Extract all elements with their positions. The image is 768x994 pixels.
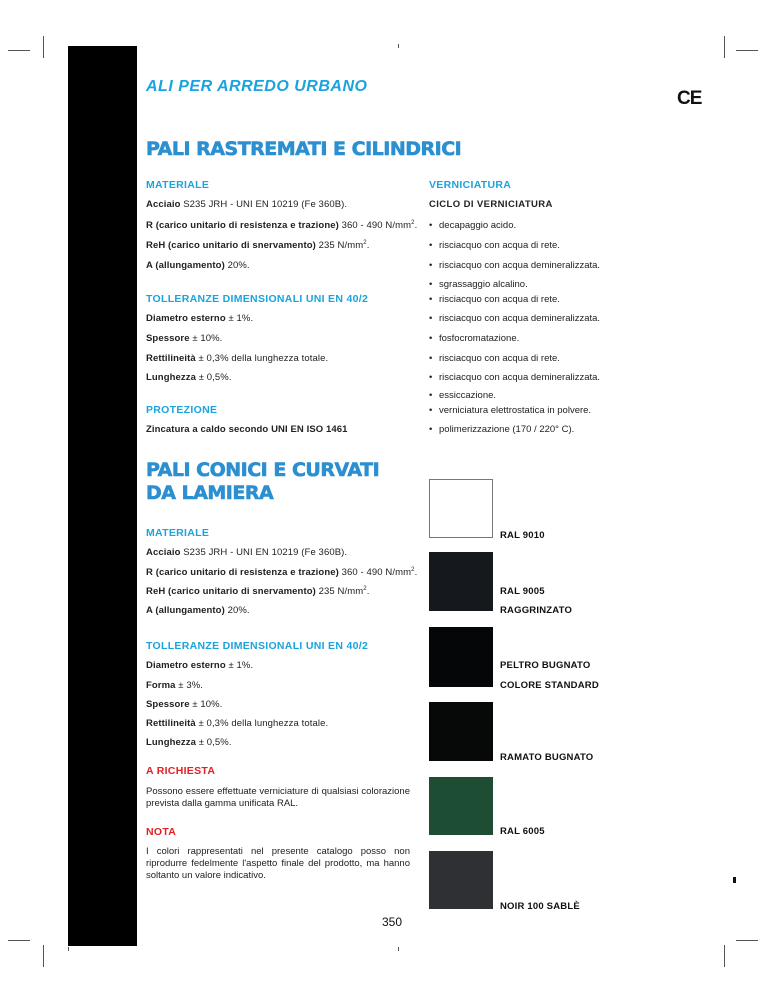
richiesta-heading: A RICHIESTA: [146, 765, 216, 777]
swatch-peltro-bugnato: [429, 627, 493, 687]
verniciatura-item: • decapaggio acido.: [429, 220, 517, 231]
ce-mark-icon: CE: [677, 88, 702, 109]
page-header-title: ALI PER ARREDO URBANO: [146, 78, 368, 95]
swatch-label: NOIR 100 SABLÈ: [500, 901, 580, 912]
s2-materiale-line: ReH (carico unitario di snervamento) 235 $N/mm^2$.: [146, 586, 370, 598]
s1-tolleranze-heading: TOLLERANZE DIMENSIONALI UNI EN 40/2: [146, 293, 369, 305]
verniciatura-item: • essiccazione.: [429, 390, 497, 401]
swatch-ral-9005: [429, 552, 493, 611]
swatch-label: RAL 9010: [500, 530, 545, 541]
swatch-label: RAL 9005: [500, 586, 545, 597]
verniciatura-item: • risciacquo con acqua di rete.: [429, 294, 560, 305]
swatch-label: COLORE STANDARD: [500, 680, 599, 691]
swatch-label: RAMATO BUGNATO: [500, 752, 594, 763]
s2-tolleranze-heading: TOLLERANZE DIMENSIONALI UNI EN 40/2: [146, 640, 369, 652]
swatch-label: RAL 6005: [500, 826, 545, 837]
s1-protezione-line: Zincatura a caldo secondo UNI EN ISO 1461: [146, 424, 348, 435]
s1-materiale-line: ReH (carico unitario di snervamento) 235 $N/mm^2$.: [146, 240, 370, 252]
verniciatura-item: • verniciatura elettrostatica in polvere.: [429, 405, 592, 416]
registration-mark: [733, 877, 736, 883]
swatch-ral-6005: [429, 777, 493, 835]
s1-materiale-heading: MATERIALE: [146, 179, 210, 191]
page-number: 350: [382, 915, 403, 929]
s1-protezione-heading: PROTEZIONE: [146, 404, 218, 416]
s1-tolleranze-line: Spessore ± 10%.: [146, 333, 223, 344]
swatch-noir-100-sable: [429, 851, 493, 909]
verniciatura-item: • risciacquo con acqua di rete.: [429, 240, 560, 251]
ciclo-heading: CICLO DI VERNICIATURA: [429, 199, 553, 210]
s2-materiale-line: A (allungamento) 20%.: [146, 605, 250, 616]
s2-materiale-heading: MATERIALE: [146, 527, 210, 539]
section2-title: PALI CONICI E CURVATI DA LAMIERA: [146, 459, 380, 504]
section1-title: PALI RASTREMATI E CILINDRICI: [146, 138, 462, 160]
swatch-label: RAGGRINZATO: [500, 605, 573, 616]
verniciatura-item: • fosfocromatazione.: [429, 333, 520, 344]
s1-materiale-line: A (allungamento) 20%.: [146, 260, 250, 271]
verniciatura-item: • polimerizzazione (170 / 220° C).: [429, 424, 575, 435]
nota-text: I colori rappresentati nel presente catalogo posso non riprodurre fedelmente l'aspetto finale del prodotto, ma hanno soltanto un valore indicativo.: [146, 846, 410, 881]
swatch-ral-9010: [429, 479, 493, 538]
verniciatura-item: • risciacquo con acqua demineralizzata.: [429, 372, 601, 383]
richiesta-text: Possono essere effettuate verniciature di qualsiasi colorazione prevista dalla gamma unificata RAL.: [146, 786, 410, 809]
s2-materiale-line: R (carico unitario di resistenza e trazione) 360 - 490 $N/mm^2$.: [146, 567, 418, 579]
sidebar-bar: [68, 46, 137, 946]
verniciatura-item: • sgrassaggio alcalino.: [429, 279, 528, 290]
s2-tolleranze-line: Spessore ± 10%.: [146, 699, 223, 710]
s1-tolleranze-line: Lunghezza ± 0,5%.: [146, 372, 232, 383]
s2-tolleranze-line: Lunghezza ± 0,5%.: [146, 737, 232, 748]
swatch-label: PELTRO BUGNATO: [500, 660, 591, 671]
s1-tolleranze-line: Diametro esterno ± 1%.: [146, 313, 254, 324]
verniciatura-item: • risciacquo con acqua demineralizzata.: [429, 260, 601, 271]
verniciatura-heading: VERNICIATURA: [429, 179, 512, 191]
s2-tolleranze-line: Rettilineità ± 0,3% della lunghezza totale.: [146, 718, 329, 729]
verniciatura-item: • risciacquo con acqua di rete.: [429, 353, 560, 364]
s1-tolleranze-line: Rettilineità ± 0,3% della lunghezza totale.: [146, 353, 329, 364]
s2-materiale-line: Acciaio S235 JRH - UNI EN 10219 (Fe 360B).: [146, 547, 348, 558]
s1-materiale-line: R (carico unitario di resistenza e trazione) 360 - 490 $N/mm^2$.: [146, 220, 418, 232]
swatch-ramato-bugnato: [429, 702, 493, 761]
s1-materiale-line: Acciaio S235 JRH - UNI EN 10219 (Fe 360B).: [146, 199, 348, 210]
verniciatura-item: • risciacquo con acqua demineralizzata.: [429, 313, 601, 324]
s2-tolleranze-line: Forma ± 3%.: [146, 680, 204, 691]
nota-heading: NOTA: [146, 826, 177, 838]
s2-tolleranze-line: Diametro esterno ± 1%.: [146, 660, 254, 671]
